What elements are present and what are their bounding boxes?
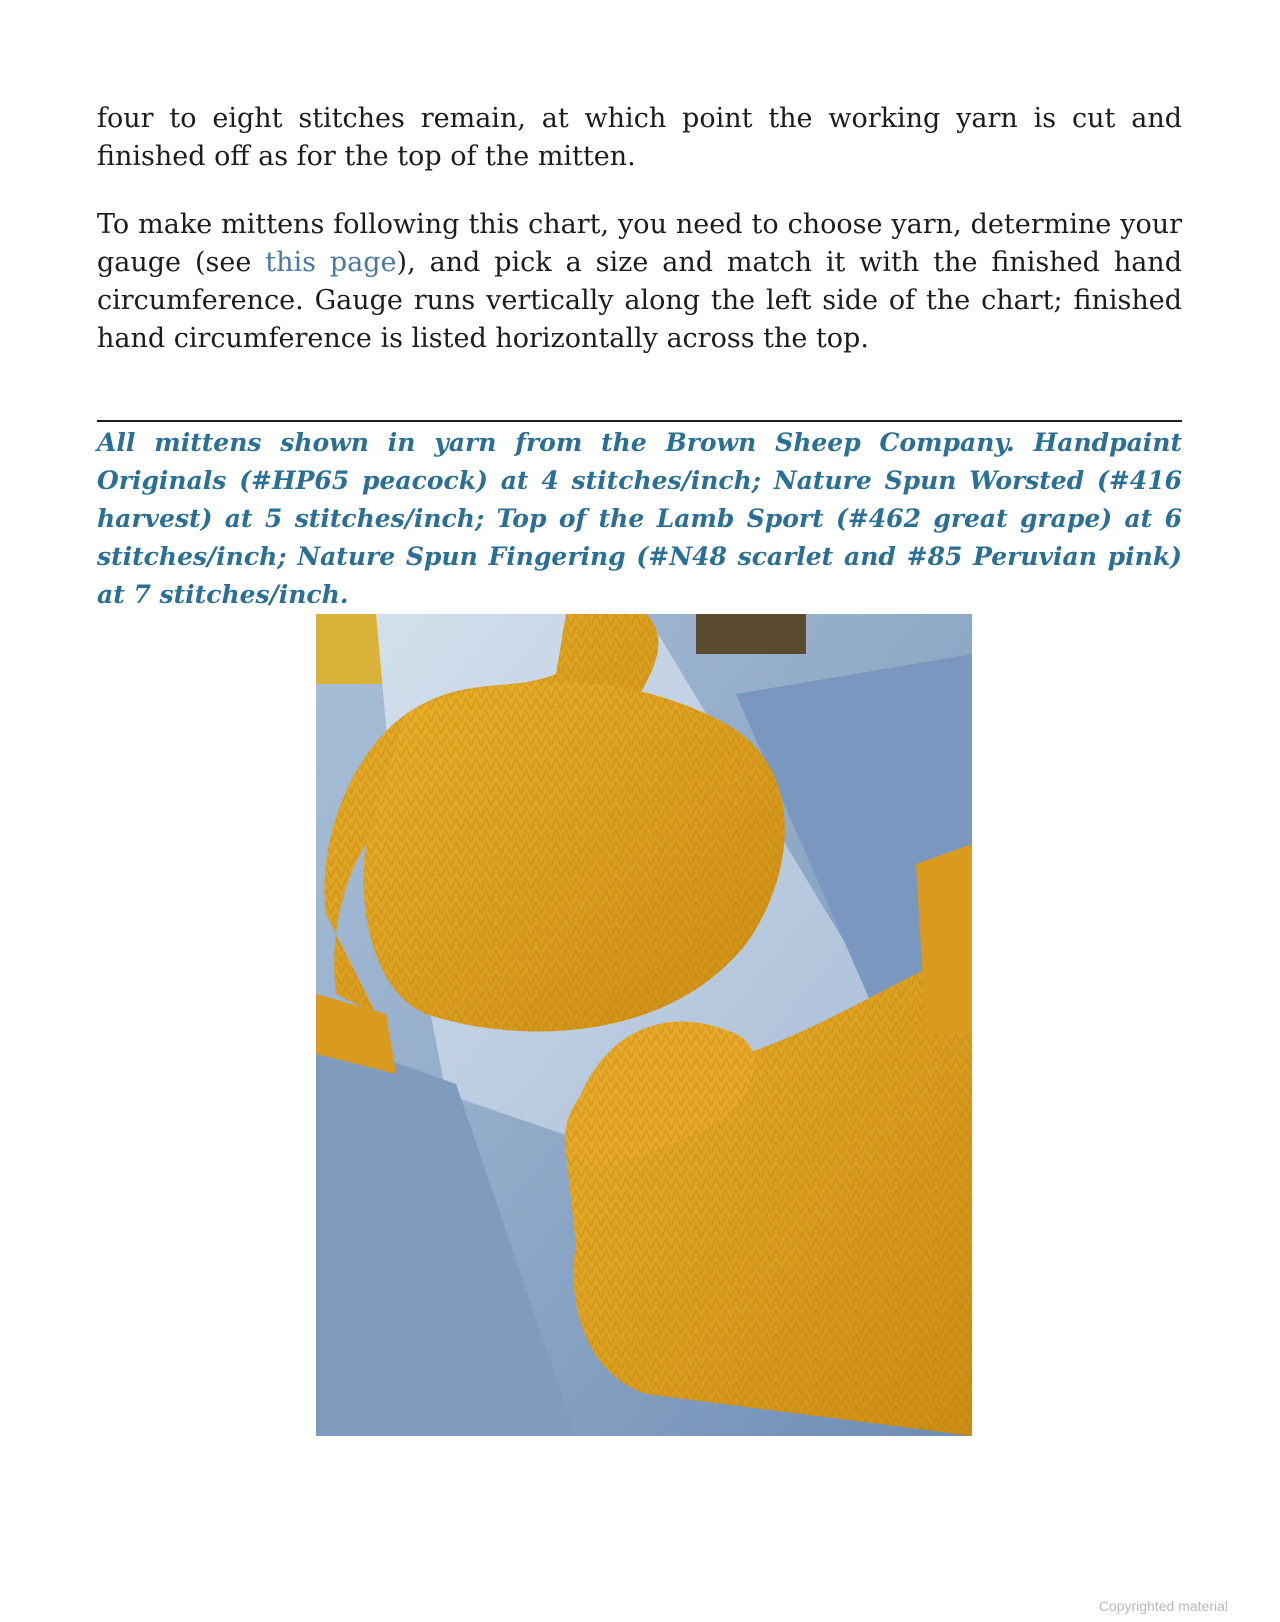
caption-divider — [97, 420, 1182, 422]
this-page-link[interactable]: this page — [265, 247, 397, 278]
copyright-watermark: Copyrighted material — [1098, 1598, 1228, 1614]
dark-corner — [696, 614, 806, 654]
photo-caption: All mittens shown in yarn from the Brown Sheep Company. Handpaint Originals (#HP65 peacock) at 4 stitches/inch; Nature Spun Worsted (#416 harvest) at 5 stitches/inch; Top of the Lamb Sport (#462 great grape) at 6 stitches/inch; Nature Spun Fingering (#N48 scarlet and #85 Peruvian pink) at 7 stitches/inch. — [97, 428, 1182, 609]
paragraph-continuation: four to eight stitches remain, at which point the working yarn is cut and finished off as for the top of the mitten. — [97, 103, 1182, 172]
mittens-photo — [316, 614, 972, 1436]
paragraph-text-start: To make mittens following this chart, you need to choose yarn, determine your gauge (see — [97, 209, 1182, 278]
paragraph-chart-instructions — [97, 206, 1182, 358]
paragraph-text-end: ), and pick a size and match it with the finished hand circumference. Gauge runs vertically along the left side of the chart; finished hand circumference is listed horizontally across the top. — [97, 247, 1182, 354]
page-content — [97, 100, 1182, 614]
